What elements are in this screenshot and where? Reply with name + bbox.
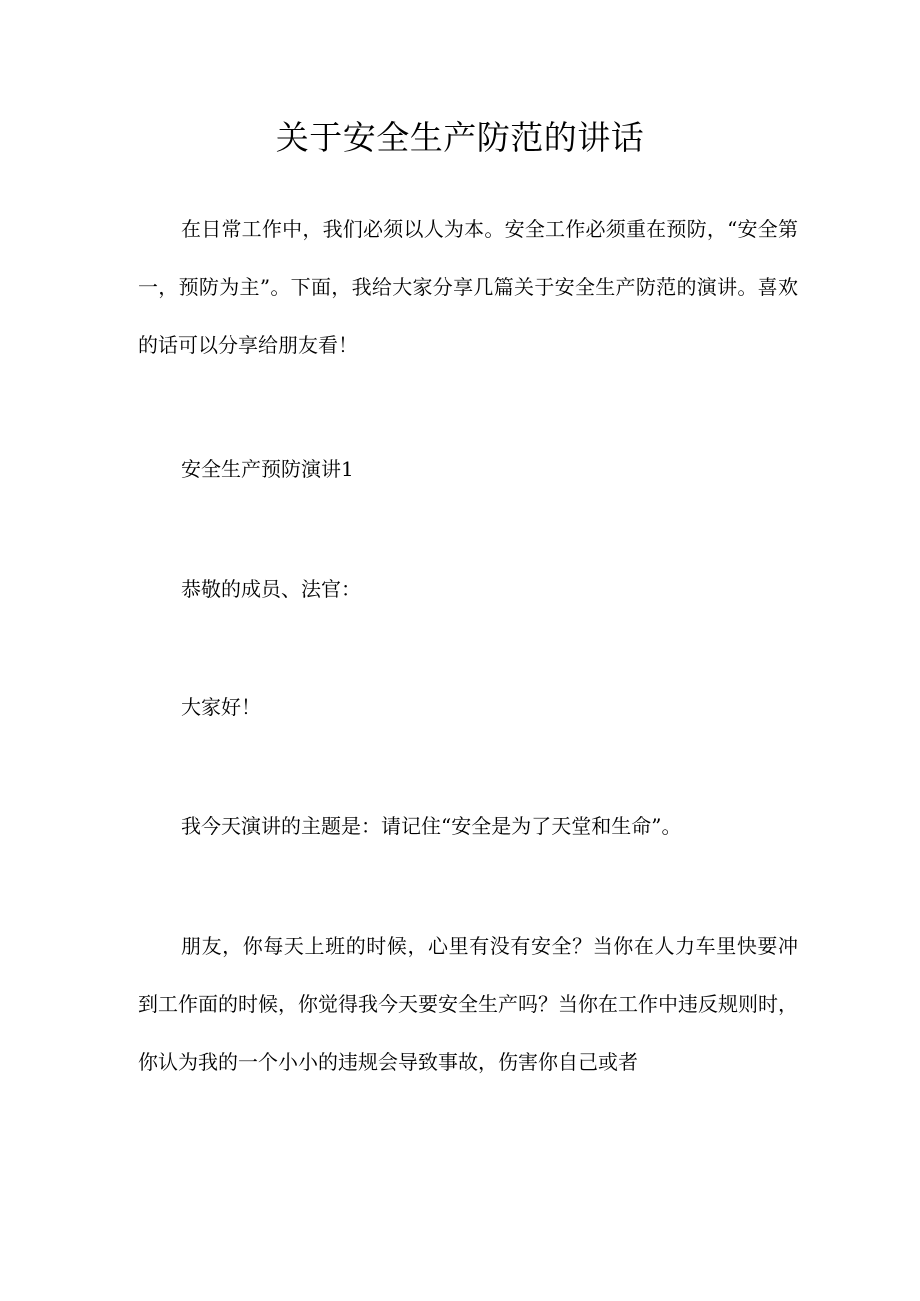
body-paragraph: 朋友，你每天上班的时候，心里有没有安全？当你在人力车里快要冲到工作面的时候，你觉得我今天要安全生产吗？当你在工作中违反规则时，你认为我的一个小小的违规会导致事故，伤害你自己或者 <box>138 934 798 1074</box>
intro-paragraph: 在日常工作中，我们必须以人为本。安全工作必须重在预防，“安全第一，预防为主”。下面，我给大家分享几篇关于安全生产防范的演讲。喜欢的话可以分享给朋友看！ <box>138 217 798 357</box>
greeting-paragraph: 大家好！ <box>181 695 261 719</box>
salutation-paragraph: 恭敬的成员、法官： <box>181 577 361 601</box>
theme-paragraph: 我今天演讲的主题是：请记住“安全是为了天堂和生命”。 <box>181 814 682 838</box>
speech-heading: 安全生产预防演讲1 <box>181 457 354 481</box>
document-title: 关于安全生产防范的讲话 <box>275 118 645 157</box>
